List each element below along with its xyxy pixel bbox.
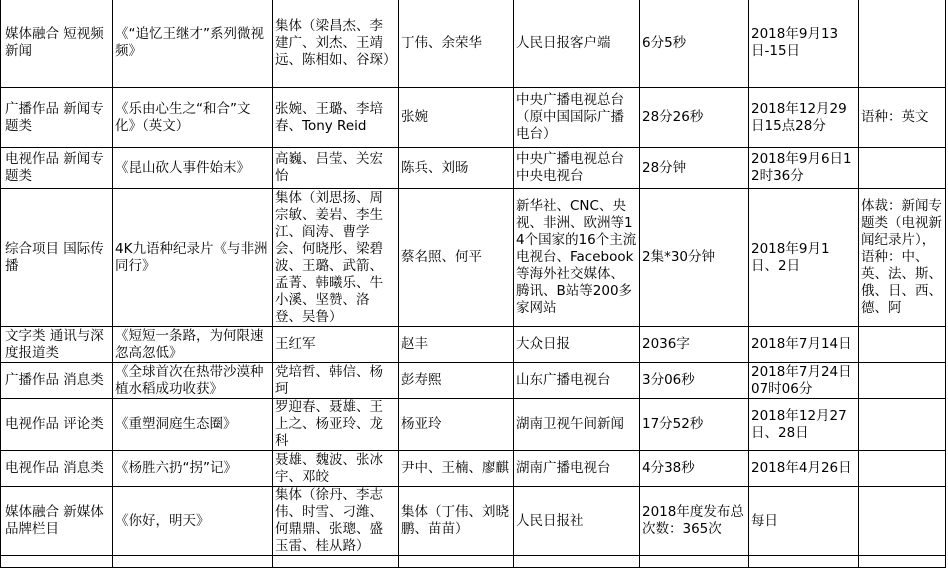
table-cell: 人民日报社: [514, 487, 640, 556]
table-cell: 2018年12月29日15点28分: [749, 88, 859, 148]
table-cell: 2018年12月27日、28日: [749, 399, 859, 451]
table-cell: 王红军: [273, 327, 399, 363]
table-cell: 2018年7月24日07时06分: [749, 363, 859, 399]
table-cell: [859, 487, 946, 556]
table-cell: [113, 556, 273, 568]
table-cell: 2018年度发布总次数：365次: [640, 487, 749, 556]
table-cell: 集体（梁昌杰、李建广、刘杰、王靖远、陈相如、谷琛）: [273, 0, 399, 88]
table-cell: 2集*30分钟: [640, 189, 749, 327]
table-cell: 3分06秒: [640, 363, 749, 399]
table-cell: 广播作品 消息类: [1, 363, 113, 399]
table-cell: 《重塑洞庭生态圈》: [113, 399, 273, 451]
table-cell: 电视作品 新闻专题类: [1, 148, 113, 189]
table-cell: 6分5秒: [640, 0, 749, 88]
table-cell: [859, 148, 946, 189]
table-cell: 《全球首次在热带沙漠种植水稻成功收获》: [113, 363, 273, 399]
table-body: [1, 0, 946, 568]
table-cell: 《杨胜六扔“拐”记》: [113, 451, 273, 487]
table-cell: 语种：英文: [859, 88, 946, 148]
table-cell: 4分38秒: [640, 451, 749, 487]
table-cell: 28分26秒: [640, 88, 749, 148]
table-cell: 大众日报: [514, 327, 640, 363]
table-cell: 《昆山砍人事件始末》: [113, 148, 273, 189]
table-cell: 聂雄、魏波、张冰宇、邓皎: [273, 451, 399, 487]
table-cell: 赵丰: [399, 327, 514, 363]
table-cell: 党培哲、韩信、杨珂: [273, 363, 399, 399]
table-cell: 新华社、CNC、央视、非洲、欧洲等14个国家的16个主流电视台、Facebook等海外社交媒体、腾讯、B站等200多家网站: [514, 189, 640, 327]
table-cell: 2018年9月1日、2日: [749, 189, 859, 327]
table-cell: [1, 556, 113, 568]
table-cell: 综合项目 国际传播: [1, 189, 113, 327]
table-cell: 集体（丁伟、刘晓鹏、苗苗）: [399, 487, 514, 556]
table-cell: 2018年9月13日-15日: [749, 0, 859, 88]
table-cell: [859, 363, 946, 399]
table-cell: 湖南广播电视台: [514, 451, 640, 487]
table-cell: 每日: [749, 487, 859, 556]
table-cell: 《乐由心生之“和合”文化》（英文）: [113, 88, 273, 148]
table-cell: [273, 556, 399, 568]
table-row: [1, 88, 946, 148]
table-row: [1, 363, 946, 399]
table-cell: 丁伟、余荣华: [399, 0, 514, 88]
table-cell: [640, 556, 749, 568]
table-cell: 体裁：新闻专题类（电视新闻纪录片），语种：中、英、法、斯、俄、日、西、德、阿: [859, 189, 946, 327]
table-cell: 湖南卫视午间新闻: [514, 399, 640, 451]
table-cell: 彭寿熙: [399, 363, 514, 399]
table-cell: 张婉: [399, 88, 514, 148]
table-cell: 17分52秒: [640, 399, 749, 451]
table-row: [1, 327, 946, 363]
table-row: [1, 556, 946, 568]
table-cell: [859, 399, 946, 451]
table-cell: 集体（刘思扬、周宗敏、姜岩、李生江、阎涛、曹学会、何晓彤、梁碧波、王璐、武箭、孟菁、韩曦乐、牛小溪、坚赞、洛登、吴鲁）: [273, 189, 399, 327]
table-cell: 集体（徐丹、李志伟、时雪、刁潍、何鼎鼎、张璁、盛玉雷、桂从路）: [273, 487, 399, 556]
table-row: [1, 487, 946, 556]
table-row: [1, 399, 946, 451]
table-cell: [859, 451, 946, 487]
table-cell: 陈兵、刘旸: [399, 148, 514, 189]
table-row: [1, 0, 946, 88]
table-cell: 《“追忆王继才”系列微视频》: [113, 0, 273, 88]
table-cell: [859, 556, 946, 568]
table-cell: 4K九语种纪录片《与非洲同行》: [113, 189, 273, 327]
table-cell: [514, 556, 640, 568]
table-cell: 电视作品 评论类: [1, 399, 113, 451]
table-cell: 尹中、王楠、廖麒: [399, 451, 514, 487]
table-cell: 媒体融合 短视频新闻: [1, 0, 113, 88]
table-cell: 中央广播电视总台中央电视台: [514, 148, 640, 189]
table-cell: [859, 0, 946, 88]
table-cell: 人民日报客户端: [514, 0, 640, 88]
table-cell: [859, 327, 946, 363]
table-cell: 电视作品 消息类: [1, 451, 113, 487]
table-cell: [399, 556, 514, 568]
table-cell: 《短短一条路，为何限速忽高忽低》: [113, 327, 273, 363]
table-cell: 文字类 通讯与深度报道类: [1, 327, 113, 363]
table-cell: [749, 556, 859, 568]
table-row: [1, 148, 946, 189]
table-cell: 杨亚玲: [399, 399, 514, 451]
table-cell: 《你好，明天》: [113, 487, 273, 556]
table-cell: 罗迎春、聂雄、王上之、杨亚玲、龙科: [273, 399, 399, 451]
table-cell: 2036字: [640, 327, 749, 363]
table-cell: 28分钟: [640, 148, 749, 189]
table-cell: 蔡名照、何平: [399, 189, 514, 327]
table-cell: 山东广播电视台: [514, 363, 640, 399]
table-cell: 中央广播电视总台（原中国国际广播电台）: [514, 88, 640, 148]
table-cell: 媒体融合 新媒体品牌栏目: [1, 487, 113, 556]
table-cell: 2018年4月26日: [749, 451, 859, 487]
table-cell: 2018年9月6日12时36分: [749, 148, 859, 189]
table-cell: 2018年7月14日: [749, 327, 859, 363]
table-cell: 张婉、王璐、李培春、Tony Reid: [273, 88, 399, 148]
table-row: [1, 189, 946, 327]
table-row: [1, 451, 946, 487]
table-cell: 高巍、吕莹、关宏怡: [273, 148, 399, 189]
table-cell: 广播作品 新闻专题类: [1, 88, 113, 148]
